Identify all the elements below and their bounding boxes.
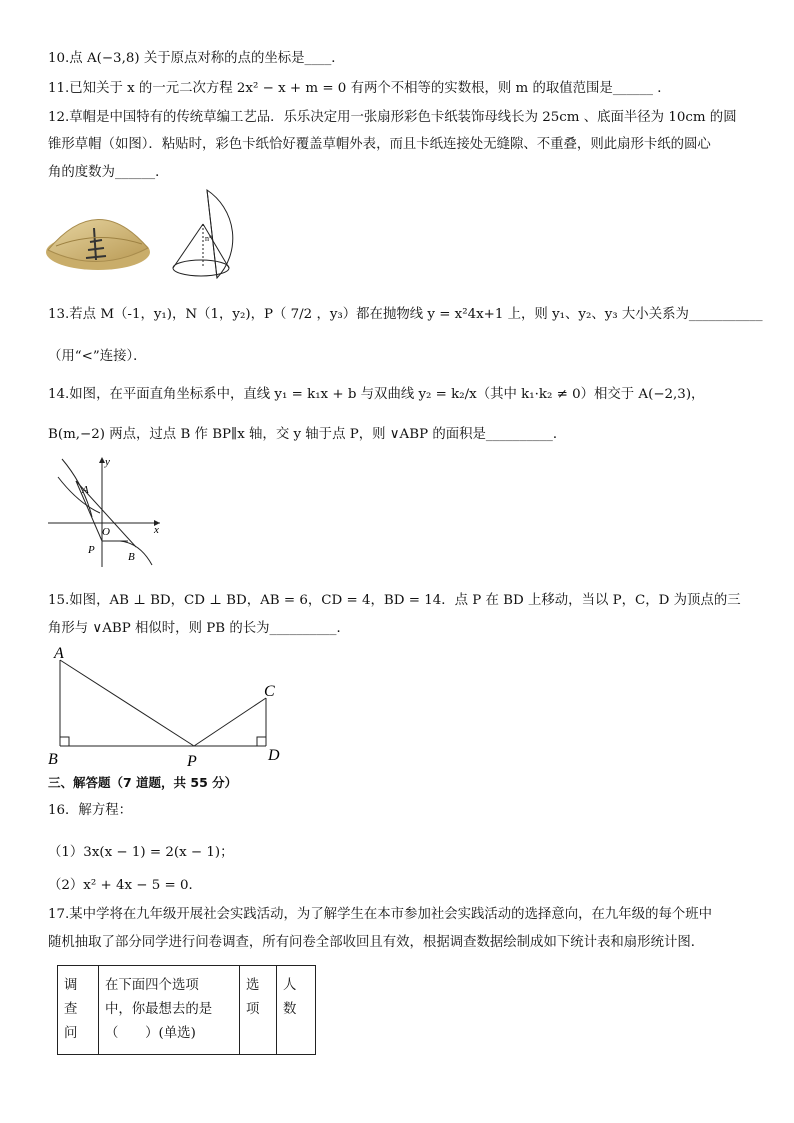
question-16-title: 16．解方程：: [48, 803, 132, 818]
graph-label-P: P: [88, 544, 95, 556]
triangle-label-A: A: [54, 645, 64, 662]
question-16-part1: （1）3x(x − 1) = 2(x − 1)；: [48, 845, 234, 860]
question-14-line2: B(m,−2) 两点，过点 B 作 BP∥x 轴，交 y 轴于点 P，则 ∨ABP 的面积是__________．: [48, 427, 567, 442]
survey-table: [57, 965, 316, 1055]
question-13-line1: 13.若点 M（-1，y₁)，N（1，y₂)，P（ 7/2 ，y₃）都在抛物线 y = x²4x+1 上，则 y₁、y₂、y₃ 大小关系为___________: [48, 307, 763, 322]
table-cell-survey: 调 查 问: [58, 966, 99, 1055]
question-17-line2: 随机抽取了部分同学进行问卷调查，所有问卷全部收回且有效，根据调查数据绘制成如下统计表和扇形统计图．: [48, 935, 705, 950]
triangle-figure: [46, 640, 296, 772]
graph-label-A: A: [82, 484, 89, 496]
question-12-line3: 角的度数为______．: [48, 165, 169, 180]
question-10: 10.点 A(−3,8) 关于原点对称的点的坐标是____．: [48, 51, 345, 66]
question-12-line2: 锥形草帽（如图）．粘贴时，彩色卡纸恰好覆盖草帽外表，而且卡纸连接处无缝隙、不重叠，则此扇形卡纸的圆心: [48, 137, 711, 152]
cone-angle-label: n°: [205, 234, 213, 243]
question-11: 11.已知关于 x 的一元二次方程 2x² − x + m = 0 有两个不相等的实数根，则 m 的取值范围是______ ．: [48, 81, 671, 96]
triangle-label-C: C: [264, 683, 275, 700]
graph-label-B: B: [128, 551, 135, 563]
question-15-line2: 角形与 ∨ABP 相似时，则 PB 的长为__________．: [48, 621, 350, 636]
table-cell-count: 人 数: [277, 966, 316, 1055]
section-3-heading: 三、解答题（7 道题，共 55 分）: [48, 775, 238, 790]
triangle-label-P: P: [187, 753, 197, 770]
straw-hat-image: [46, 200, 156, 275]
triangle-label-D: D: [268, 747, 280, 764]
question-16-part2: （2）x² + 4x − 5 = 0．: [48, 878, 202, 893]
graph-label-O: O: [102, 526, 110, 538]
question-12-line1: 12.草帽是中国特有的传统草编工艺品．乐乐决定用一张扇形彩色卡纸装饰母线长为 25cm 、底面半径为 10cm 的圆: [48, 110, 737, 125]
table-cell-option: 选 项: [240, 966, 277, 1055]
question-14-line1: 14.如图，在平面直角坐标系中，直线 y₁ = k₁x + b 与双曲线 y₂ = k₂/x（其中 k₁·k₂ ≠ 0）相交于 A(−2,3)，: [48, 387, 705, 402]
coordinate-graph: [48, 455, 168, 567]
question-15-line1: 15.如图，AB ⊥ BD，CD ⊥ BD，AB = 6，CD = 4，BD = 14．点 P 在 BD 上移动，当以 P，C，D 为顶点的三: [48, 593, 741, 608]
graph-label-y: y: [105, 456, 110, 468]
triangle-label-B: B: [48, 751, 58, 768]
question-17-line1: 17.某中学将在九年级开展社会实践活动，为了解学生在本市参加社会实践活动的选择意向，在九年级的每个班中: [48, 907, 713, 922]
question-13-line2: （用“<”连接）．: [48, 349, 147, 364]
graph-label-x: x: [154, 524, 159, 536]
cone-sector-figure: [165, 188, 255, 280]
table-cell-question: 在下面四个选项 中，你最想去的是 （ ）(单选): [99, 966, 240, 1055]
